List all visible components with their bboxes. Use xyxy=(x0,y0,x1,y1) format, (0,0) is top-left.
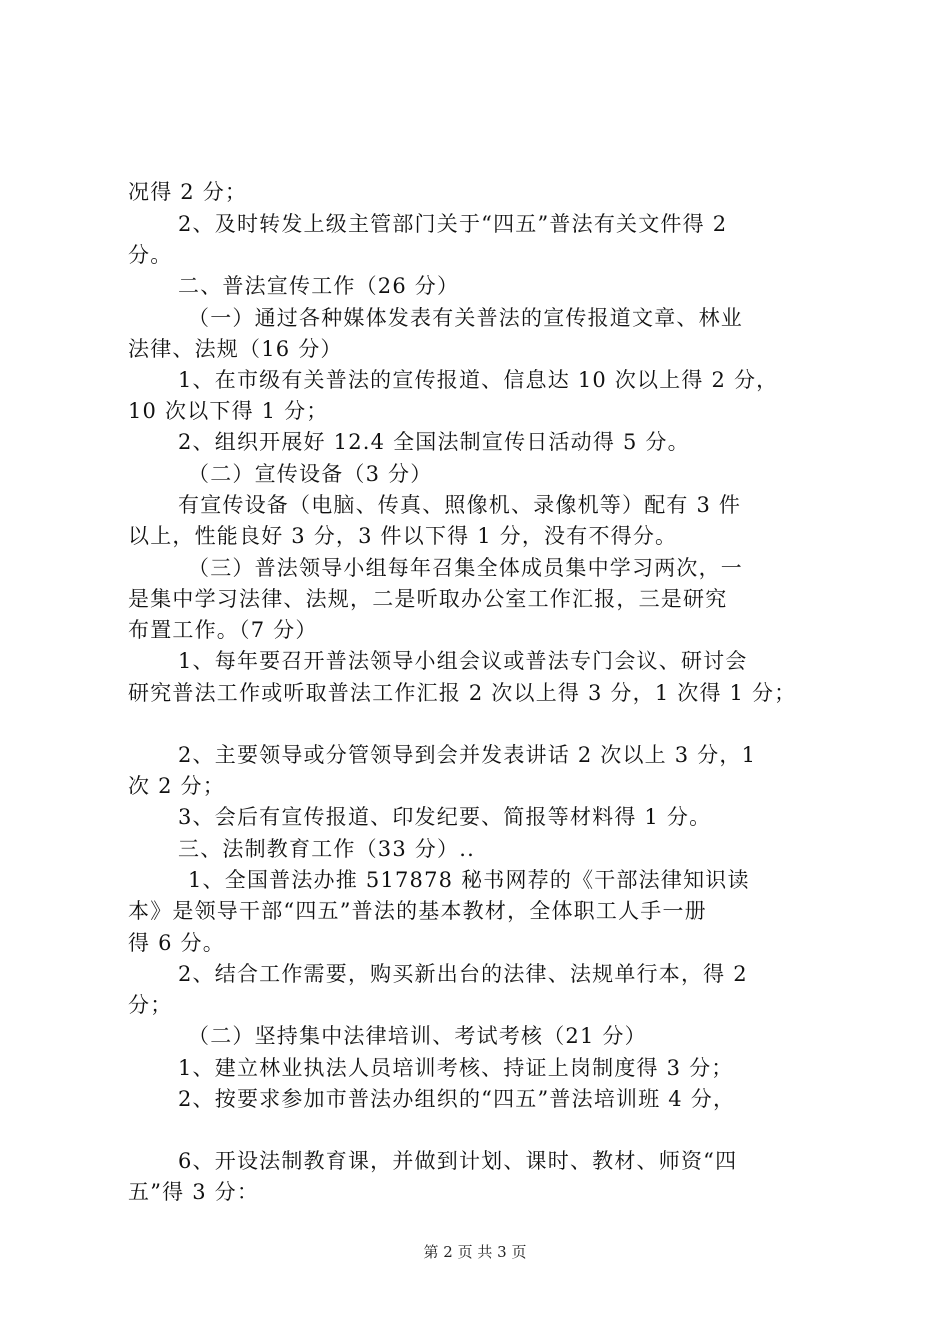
text-line: （三）普法领导小组每年召集全体成员集中学习两次，一 xyxy=(188,556,743,580)
text-line: 2、主要领导或分管领导到会并发表讲话 2 次以上 3 分，1 xyxy=(178,743,757,767)
text-line: 2、按要求参加市普法办组织的“四五”普法培训班 4 分， xyxy=(178,1087,736,1111)
text-line: 分； xyxy=(128,993,173,1017)
text-line: 次 2 分； xyxy=(128,774,225,798)
text-line: 2、结合工作需要，购买新出台的法律、法规单行本，得 2 xyxy=(178,962,748,986)
text-line: 有宣传设备（电脑、传真、照像机、录像机等）配有 3 件 xyxy=(178,493,742,517)
text-line: 二、普法宣传工作（26 分） xyxy=(178,274,460,298)
text-line: 是集中学习法律、法规，二是听取办公室工作汇报，三是研究 xyxy=(128,587,728,611)
text-line: 2、组织开展好 12.4 全国法制宣传日活动得 5 分。 xyxy=(178,430,690,454)
text-line: 况得 2 分； xyxy=(128,180,248,204)
text-line: 以上，性能良好 3 分，3 件以下得 1 分，没有不得分。 xyxy=(128,524,678,548)
text-line: 研究普法工作或听取普法工作汇报 2 次以上得 3 分，1 次得 1 分； xyxy=(128,681,797,705)
text-line: 3、会后有宣传报道、印发纪要、简报等材料得 1 分。 xyxy=(178,805,712,829)
text-line: （一）通过各种媒体发表有关普法的宣传报道文章、林业 xyxy=(188,306,743,330)
text-line: 本》是领导干部“四五”普法的基本教材，全体职工人手一册 xyxy=(128,899,707,923)
text-line: 6、开设法制教育课，并做到计划、课时、教材、师资“四 xyxy=(178,1149,738,1173)
text-line: 布置工作。（7 分） xyxy=(128,618,318,642)
text-line: 10 次以下得 1 分； xyxy=(128,399,329,423)
text-line: 法律、法规（16 分） xyxy=(128,337,343,361)
text-line: （二）坚持集中法律培训、考试考核（21 分） xyxy=(188,1024,647,1048)
page-number-footer: 第 2 页 共 3 页 xyxy=(423,1243,527,1261)
text-line: 得 6 分。 xyxy=(128,931,225,955)
text-line: 三、法制教育工作（33 分）.. xyxy=(178,837,475,861)
text-line: 1、全国普法办推 517878 秘书网荐的《干部法律知识读 xyxy=(188,868,750,892)
text-line: （二）宣传设备（3 分） xyxy=(188,462,433,486)
text-line: 分。 xyxy=(128,243,173,267)
text-line: 五”得 3 分： xyxy=(128,1180,260,1204)
text-line: 1、在市级有关普法的宣传报道、信息达 10 次以上得 2 分， xyxy=(178,368,779,392)
text-line: 1、每年要召开普法领导小组会议或普法专门会议、研讨会 xyxy=(178,649,748,673)
text-line: 2、及时转发上级主管部门关于“四五”普法有关文件得 2 xyxy=(178,212,728,236)
text-line: 1、建立林业执法人员培训考核、持证上岗制度得 3 分； xyxy=(178,1056,734,1080)
